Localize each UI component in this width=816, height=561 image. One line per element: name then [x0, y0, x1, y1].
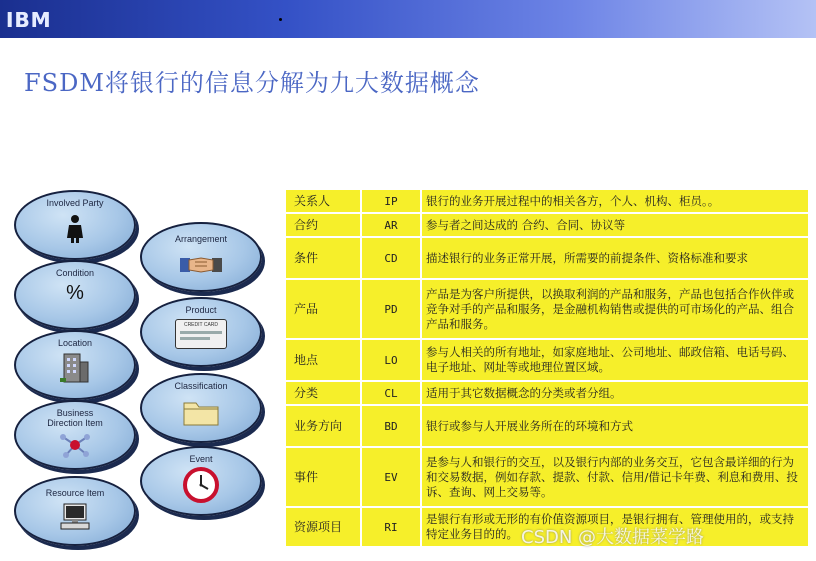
oval-label: Involved Party: [46, 198, 104, 208]
percent-icon: %: [66, 282, 84, 304]
oval-involved-party: [14, 190, 136, 260]
table-row: [285, 405, 809, 447]
page-title: FSDM将银行的信息分解为九大数据概念: [24, 69, 480, 97]
concept-table: [284, 188, 810, 548]
card-text: CREDIT CARD: [183, 322, 219, 328]
top-banner: [0, 0, 816, 38]
concept-code: RI: [361, 507, 421, 547]
concept-name: 分类: [285, 381, 361, 405]
oval-arrangement: [140, 222, 262, 292]
concept-desc: 参与者之间达成的 合约、合同、协议等: [421, 213, 809, 237]
person-icon: [65, 214, 85, 248]
oval-label: Classification: [174, 381, 228, 391]
oval-product: [140, 297, 262, 367]
concept-code: CD: [361, 237, 421, 279]
oval-business-direction-item: [14, 400, 136, 470]
concept-desc: 产品是为客户所提供，以换取利润的产品和服务，产品也包括合作伙伴或竞争对手的产品和服务，是金融机构销售或提供的可市场化的产品、组合产品和服务。: [421, 279, 809, 339]
table-row: [285, 339, 809, 381]
concept-code: CL: [361, 381, 421, 405]
ibm-logo: IBM: [6, 8, 52, 32]
oval-label: Location: [57, 338, 93, 348]
oval-label: Product: [185, 305, 217, 315]
concept-name: 关系人: [285, 189, 361, 213]
concept-desc: 参与人相关的所有地址，如家庭地址、公司地址、邮政信箱、电话号码、电子地址、网址等或地理位置区域。: [421, 339, 809, 381]
oval-label: Event: [189, 454, 213, 464]
table-row: [285, 237, 809, 279]
oval-label: Business Direction Item: [47, 408, 103, 428]
concept-desc: 银行的业务开展过程中的相关各方，个人、机构、柜员。。: [421, 189, 809, 213]
credit-card-icon: [175, 319, 227, 349]
table-row: [285, 447, 809, 507]
concept-name: 地点: [285, 339, 361, 381]
dot-mark: [279, 18, 282, 21]
concept-name: 产品: [285, 279, 361, 339]
concept-name: 资源项目: [285, 507, 361, 547]
concept-desc: 描述银行的业务正常开展，所需要的前提条件、资格标准和要求: [421, 237, 809, 279]
concept-name: 条件: [285, 237, 361, 279]
table-row: [285, 381, 809, 405]
concept-code: IP: [361, 189, 421, 213]
clock-icon: [182, 466, 220, 508]
computer-icon: [58, 502, 92, 536]
table-row: [285, 189, 809, 213]
folder-icon: [182, 397, 220, 431]
concept-name: 事件: [285, 447, 361, 507]
oval-label: Resource Item: [45, 488, 105, 498]
oval-label: Condition: [55, 268, 95, 278]
concept-desc: 是银行有形或无形的有价值资源项目，是银行拥有、管理使用的，或支持特定业务目的的。: [421, 507, 809, 547]
oval-condition: [14, 260, 136, 330]
oval-label: Arrangement: [174, 234, 228, 244]
concept-code: LO: [361, 339, 421, 381]
concept-desc: 银行或参与人开展业务所在的环境和方式: [421, 405, 809, 447]
concept-code: AR: [361, 213, 421, 237]
concept-name: 业务方向: [285, 405, 361, 447]
handshake-icon: [179, 250, 223, 280]
oval-event: [140, 446, 262, 516]
oval-resource-item: [14, 476, 136, 546]
table-row: [285, 279, 809, 339]
concept-desc: 是参与人和银行的交互，以及银行内部的业务交互，它包含最详细的行为和交易数据，例如存款、提款、付款、信用/借记卡年费、利息和费用、投诉、查询、网上交易等。: [421, 447, 809, 507]
concept-code: BD: [361, 405, 421, 447]
concept-code: EV: [361, 447, 421, 507]
building-icon: [58, 350, 92, 388]
network-icon: [58, 432, 92, 462]
concept-desc: 适用于其它数据概念的分类或者分组。: [421, 381, 809, 405]
oval-classification: [140, 373, 262, 443]
table-row: [285, 213, 809, 237]
oval-location: [14, 330, 136, 400]
concept-code: PD: [361, 279, 421, 339]
concept-name: 合约: [285, 213, 361, 237]
csdn-watermark: CSDN @大数据菜学路: [521, 527, 705, 548]
